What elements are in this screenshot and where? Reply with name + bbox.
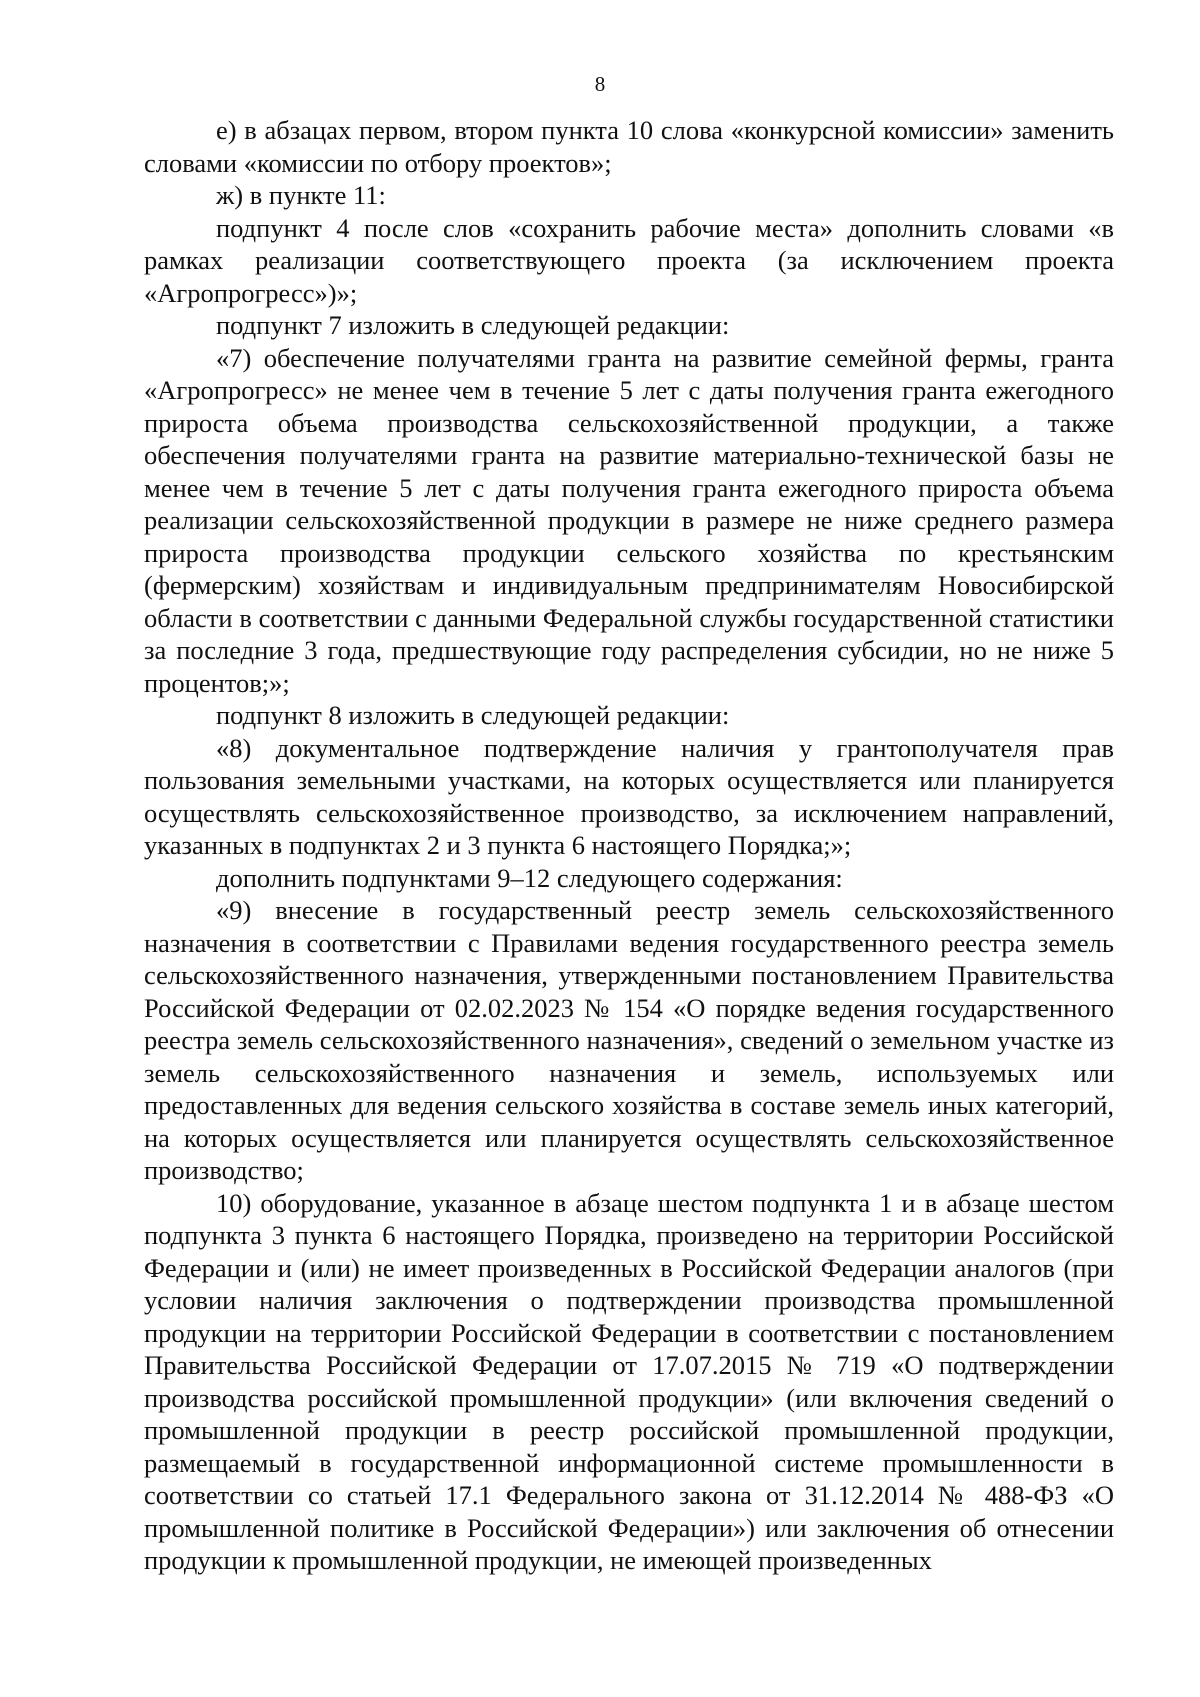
paragraph-subpoint-4: подпункт 4 после слов «сохранить рабочие места» дополнить словами «в рамках реализации соответствующего проекта (за исключением проекта «Агропрогресс»)»; bbox=[144, 212, 1114, 308]
paragraph-item-e: е) в абзацах первом, втором пункта 10 слова «конкурсной комиссии» заменить словами «комиссии по отбору проектов»; bbox=[144, 115, 1114, 178]
paragraph-add-subpoints: дополнить подпунктами 9–12 следующего содержания: bbox=[216, 862, 843, 893]
paragraph-subpoint-9: «9) внесение в государственный реестр земель сельскохозяйственного назначения в соответствии с Правилами ведения государственного реестра земель сельскохозяйственного назначения, утвержденными постановлением Правительства Российской Федерации от 02.02.2023 № 154 «О порядке ведения государственного реестра земель сельскохозяйственного назначения», сведений о земельном участке из земель сельскохозяйственного назначения и земель, используемых или предоставленных для ведения сельского хозяйства в составе земель иных категорий, на которых осуществляется или планируется осуществлять сельскохозяйственное производство; bbox=[144, 895, 1114, 1185]
paragraph-subpoint-7-text: «7) обеспечение получателями гранта на развитие семейной фермы, гранта «Агропрогресс» не менее чем в течение 5 лет с даты получения гранта ежегодного прироста объема производства сельскохозяйственной продукции, а также обеспечения получателями гранта на развитие материально-технической базы не менее чем в течение 5 лет с даты получения гранта ежегодного прироста объема реализации сельскохозяйственной продукции в размере не ниже среднего размера прироста производства продукции сельского хозяйства по крестьянским (фермерским) хозяйствам и индивидуальным предпринимателям Новосибирской области в соответствии с данными Федеральной службы государственной статистики за последние 3 года, предшествующие году распределения субсидии, но не ниже 5 процентов;»; bbox=[144, 342, 1114, 698]
paragraph-subpoint-10: 10) оборудование, указанное в абзаце шестом подпункта 1 и в абзаце шестом подпункта 3 пункта 6 настоящего Порядка, произведено на территории Российской Федерации и (или) не имеет произведенных в Российской Федерации аналогов (при условии наличия заключения о подтверждении производства промышленной продукции на территории Российской Федерации в соответствии с постановлением Правительства Российской Федерации от 17.07.2015 № 719 «О подтверждении производства российской промышленной продукции» (или включения сведений о промышленной продукции в реестр российской промышленной продукции, размещаемый в государственной информационной системе промышленности в соответствии со статьей 17.1 Федерального закона от 31.12.2014 № 488-ФЗ «О промышленной политике в Российской Федерации») или заключения об отнесении продукции к промышленной продукции, не имеющей произведенных bbox=[144, 1187, 1114, 1575]
page-number: 8 bbox=[594, 72, 606, 96]
paragraph-subpoint-8-intro: подпункт 8 изложить в следующей редакции: bbox=[216, 700, 730, 730]
paragraph-subpoint-7-intro: подпункт 7 изложить в следующей редакции: bbox=[216, 310, 730, 340]
paragraph-subpoint-8-text: «8) документальное подтверждение наличия у грантополучателя прав пользования земельными участками, на которых осуществляется или планируется осуществлять сельскохозяйственное производство, за исключением направлений, указанных в подпунктах 2 и 3 пункта 6 настоящего Порядка;»; bbox=[144, 732, 1114, 860]
document-body bbox=[144, 114, 1114, 1577]
paragraph-item-zh: ж) в пункте 11: bbox=[216, 180, 386, 210]
